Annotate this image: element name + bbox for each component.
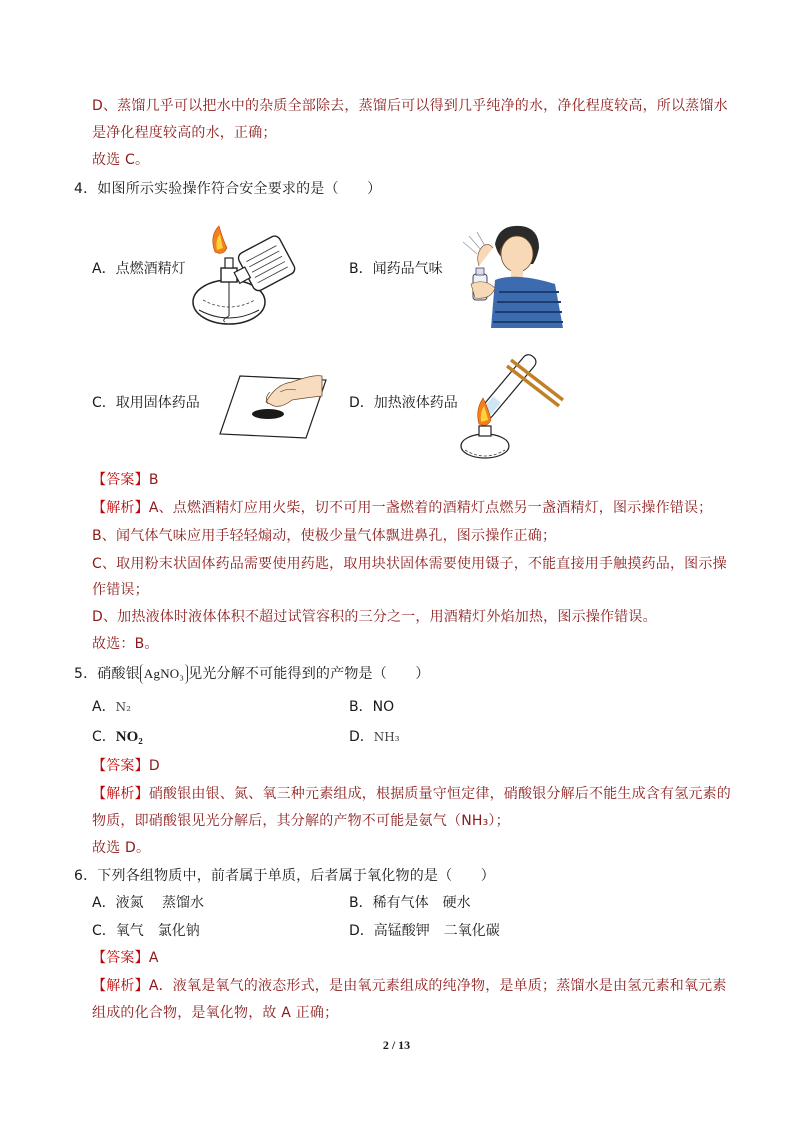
q5-analysis-line1: [92, 784, 731, 804]
q4-analysis-c-cont: 作错误；: [92, 582, 149, 598]
q4-option-a[interactable]: A．点燃酒精灯: [92, 261, 186, 277]
q6-analysis-tag: 【解析】: [92, 978, 149, 994]
q4-option-b[interactable]: B．闻药品气味: [349, 261, 443, 277]
q5-option-d-label: D．: [349, 729, 374, 745]
prev-analysis-d-line2: 是净化程度较高的水，正确；: [92, 125, 277, 141]
q4-option-d[interactable]: D．加热液体药品: [349, 395, 458, 411]
prev-analysis-d-line1: D、蒸馏几乎可以把水中的杂质全部除去，蒸馏后可以得到几乎纯净的水，净化程度较高，所以蒸馏水: [92, 98, 728, 114]
smelling-gas-figure: [455, 218, 565, 328]
q5-option-a-label: A．: [92, 699, 116, 715]
q4-analysis-a: A、点燃酒精灯应用火柴，切不可用一盏燃着的酒精灯点燃另一盏酒精灯，图示操作错误；: [148, 500, 713, 516]
q5-option-b[interactable]: B．NO: [349, 699, 395, 715]
q5-option-c-label: C．: [92, 729, 116, 745]
heating-liquid-figure: [455, 346, 565, 464]
q6-answer-tag: 【答案】: [92, 950, 149, 966]
q5-stem-suffix: 见光分解不可能得到的产物是（ ）: [188, 666, 430, 682]
q5-option-a-formula: N₂: [115, 700, 131, 714]
q6-option-b[interactable]: B．稀有气体 硬水: [349, 895, 471, 911]
q5-answer-tag: 【答案】: [92, 758, 149, 774]
q6-answer-value: A: [148, 950, 159, 966]
q5-analysis-tag: 【解析】: [92, 786, 149, 802]
q4-stem: 4．如图所示实验操作符合安全要求的是（ ）: [74, 181, 382, 197]
taking-solid-figure: [218, 362, 328, 440]
q4-analysis-line1: [92, 498, 712, 518]
q5-analysis-line2: 物质，即硝酸银见光分解后，其分解的产物不可能是氨气（NH₃）；: [92, 813, 510, 829]
q4-analysis-tag: 【解析】: [92, 500, 149, 516]
q5-option-c[interactable]: [92, 727, 143, 747]
q5-answer: [92, 756, 160, 776]
q6-analysis-line1: [92, 976, 727, 996]
q5-option-a[interactable]: [92, 697, 131, 717]
q4-analysis-c: C、取用粉末状固体药品需要使用药匙，取用块状固体需要使用镊子，不能直接用手触摸药品，图示操: [92, 556, 727, 572]
q4-analysis-b: B、闻气体气味应用手轻轻煽动，使极少量气体飘进鼻孔，图示操作正确；: [92, 528, 557, 544]
q5-option-d[interactable]: [349, 727, 400, 747]
q6-option-c[interactable]: C．氧气 氯化钠: [92, 923, 200, 939]
alcohol-lamp-lighting-figure: [185, 222, 305, 330]
q4-analysis-d: D、加热液体时液体体积不超过试管容积的三分之一，用酒精灯外焰加热，图示操作错误。: [92, 609, 657, 625]
q6-stem: 6．下列各组物质中，前者属于单质，后者属于氧化物的是（ ）: [74, 868, 495, 884]
q4-choice: 故选：B。: [92, 636, 159, 652]
q4-answer-value: B: [148, 472, 159, 488]
q6-option-a[interactable]: A．液氮 蒸馏水: [92, 895, 205, 911]
q6-analysis-line2: 组成的化合物，是氧化物，故 A 正确；: [92, 1005, 339, 1021]
q5-stem: [74, 664, 430, 684]
q6-answer: [92, 948, 159, 968]
q5-answer-value: D: [148, 758, 160, 774]
q4-answer-tag: 【答案】: [92, 472, 149, 488]
page-number: 2 / 13: [382, 1038, 411, 1052]
q5-formula: AgNO₃: [140, 664, 188, 684]
q5-choice: 故选 D。: [92, 840, 151, 856]
q4-answer: [92, 470, 159, 490]
q5-stem-prefix: 5．硝酸银: [74, 666, 140, 682]
q6-option-d[interactable]: D．高锰酸钾 二氧化碳: [349, 923, 500, 939]
q5-analysis-text1: 硝酸银由银、氮、氧三种元素组成，根据质量守恒定律，硝酸银分解后不能生成含有氢元素的: [148, 786, 732, 802]
q5-option-c-formula: NO₂: [115, 729, 143, 745]
q6-analysis-text1: A．液氧是氧气的液态形式，是由氧元素组成的纯净物，是单质；蒸馏水是由氢元素和氧元素: [148, 978, 727, 994]
prev-choice: 故选 C。: [92, 152, 150, 168]
q4-option-c[interactable]: C．取用固体药品: [92, 395, 200, 411]
q5-option-d-formula: NH₃: [373, 730, 400, 744]
